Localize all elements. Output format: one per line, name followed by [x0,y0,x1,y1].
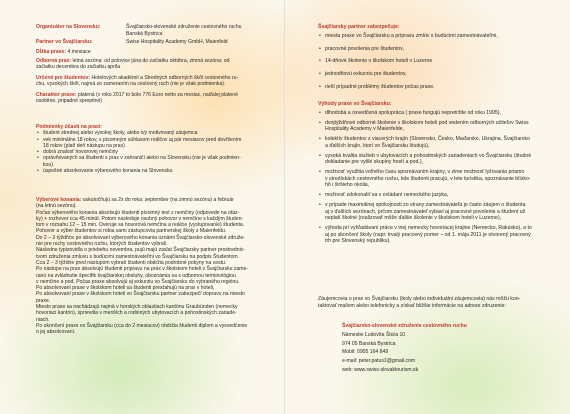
list-item-text: výhoda pri vyhľadávaní práce v inej nemecky hovoriacej krajine (Nemecko, Rakúsko), a to [325,225,532,232]
length-value: 4 mesiace [67,49,91,55]
list-item-text: dvojtýždňové odborné školenie v školskom hoteli pod vedením odborných učiteľov Swiss [325,119,529,126]
list-item-text: vek minimálne 18 rokov, s písomným súhlasom rodičov aj pár mesiacov pred dovŕšením [43,136,242,143]
advantages-section [318,101,554,248]
selection-line: Počas výberového konania absolvujú študenti písomný test z nemčiny (odpovede na otáz- [36,209,240,216]
list-item-text: možnosť využitia voľného času spoznávaním krajiny, v zime možnosť lyžovania priamo [325,169,525,176]
organizer-value-line1: Švajčiarsko-slovenské združenie cestovného ruchu [126,24,242,30]
selection-line: Do 2 – 3 týždňov po absolvovaní výberového konania oznámi Švajčiarsko-slovenské združe- [36,234,245,241]
list-item-text: dokladanie pre vyšlé skupiny hostí a pod.), [325,159,424,166]
target-line: chu, vysokých škôl, najmä so zameraním na cestovný ruch (nie je však podmienka). [36,81,226,88]
contact-web[interactable]: web: www.swiss-slovaktourism.sk [342,366,419,373]
list-item-text: neplatí školné (realizovať môže ďalšie školenie v školskom hoteli v Luzerne), [325,215,502,222]
selection-line: tom v rozsahu 12 – 15 min. Overuje sa hovorová nemčina a reálcie (vystupovanie) študenta. [36,222,245,229]
list-item [318,192,554,199]
conditions-section [36,124,272,174]
selection-line: ranú na zvládnutie špecifik švajčiarskej obsluhy, oboznámia sa s odbornou terminológiou [36,272,236,279]
selection-line: Pohovor a výber študentov si robia sami zástupcovia partnerskej školy z Maienfeldu. [36,228,227,235]
character-label: Charakter praxe: [36,92,77,98]
term-line: začiatku decembra do začiatku apríla [36,64,121,71]
list-item-text: dobrá znalosť hovorovej nemčiny [43,149,118,156]
length-para [36,49,272,55]
selection-section [36,197,272,336]
closing-line: taktovať mailom alebo telefonicky a získať bližšie informácie na adrese zdruzenie: [318,302,506,309]
contact-phone: Mobil: 0905 164 849 [342,349,389,356]
selection-line: (na letnú sezónu). [36,203,77,210]
selection-line: Miesto praxe sa nachádzajú najmä v horských oblastiach kantónu Graubünden (nemecky [36,304,238,311]
selection-line: uskutočňujú sa 2x do roka: september (na zimnú sezónu) a február [82,197,234,203]
list-item [318,58,554,65]
list-item-text: vysoká kvalita služieb v ubytovacích a pohostinských zariadeniach vo Švajčiarsku (študné [325,152,532,159]
list-item-text: oprávňovaných sa študenti s prax v zahraničí alebo na Slovensku (nie je však podmien- [43,155,241,162]
list-item [318,136,554,149]
list-item-text: hô i širšieho okolia, [325,182,370,189]
list-item [318,110,554,117]
list-item [318,169,554,189]
organizer-value-line2: Banská Bystrica [126,30,163,37]
advantages-list [318,110,554,245]
list-item-text: Hospitality Academy v Maienfelde, [325,126,405,133]
list-item-text: riešI prípadné problémy študentov počas praxe. [325,83,435,90]
selection-line: Po absolvovaní praxe v školskom hoteli sa študenti presťahujú na prax v hoteli, [36,285,215,292]
selection-line: v nemčine a pod. Počas praxe absolvujú aj exkurziu vo Švajčiarsku do vybraného regiónu. [36,278,240,285]
list-item [36,137,272,150]
partner-label: Partner vo Švajčiarsku: [36,39,93,45]
list-item-text: a ďalších krajín, ktorí vo Švajčiarsku študujú), [325,142,430,149]
selection-line: ky) + rozhovor cca 45 minút. Potom nasleduje osobný pohovor v nemčine s každým študen- [36,215,244,222]
selection-line: Po absolvovaní praxe v školskom hoteli vo Švajčiarsku partner zabezpečí dopravu na miesto [36,291,245,298]
list-item-text: aj v ďalších sezónach, prčom zamestnávateľ vybavi aj pracovné povolenie a študent už [325,208,526,215]
contact-street: Námestie Ľudovíta Štúra 10 [342,331,406,338]
term-para [36,58,272,71]
list-item [36,168,272,174]
character-line: osobitne, pripadné sprepitné) [36,98,102,105]
target-label: Určené pre študentov: [36,75,91,81]
selection-line: o jej absolvovaní. [36,329,76,336]
list-item-text: dlhodobá a osvedčená spolupráca ( praxe fungujú nepretržite od roku 1995), [325,109,501,116]
partner-value: Swiss Hospitality Academy GmbH, Maienfeld [126,39,228,45]
selection-line: Cca 2 – 3 týždne pred nástupom vybratí študenti obdržia podrobné pokyny na cestu. [36,259,227,266]
page-fold [284,0,286,414]
list-item-text: študent strednej alebo vysokej školy, alebo ivý motivovaný záujemca [43,130,198,137]
list-item-text: úspešné absolvovanie výberového konania na Slovensku [43,168,173,175]
list-item-text: jednodňovú exkurziu pre študentov, [325,70,407,77]
list-item [318,71,554,78]
target-para [36,75,272,88]
selection-line: Po ukončení praxe vo Švajčiarsku (cca do 2 mesiacov) obdržia študenti diplom a vysvedčenie [36,322,248,329]
contact-block [342,322,467,375]
list-item-text: možnosť zdokonaliť sa v ovládaní nemeckého jazyka, [325,192,449,199]
term-label: Odborná prax: [36,58,72,64]
list-item-text: 18 rokov (platí deň nástupu na prax) [43,142,125,149]
list-item-text: v stredískách cestovného ruchu, kde študenti pracujú, v lete turistika, spoznávanie blízko- [325,175,531,182]
term-line: letná sezóna: od polovice júna do začiatku októbra, zimná sezóna: od [72,58,230,64]
list-item [318,153,554,166]
closing-para [318,296,554,309]
list-item-text: kolektív študentov z viacerých krajín (Slovensko, Česko, Maďarsko, Ukrajina, Švajčiarsko [325,136,531,143]
partner-provides-list [318,33,554,90]
list-item [318,202,554,222]
selection-line: Následne typizovidla o priebehu novembra, pujú majú zaslat Švajčiarsky partner prostrednic- [36,247,245,254]
list-item-text: kou) [43,161,53,168]
selection-line: Po nástupe na prax absolvujú študenti prípravu na prax v školskom hoteli v Švajčiarsku zame- [36,266,249,273]
selection-line: praxe. [36,297,51,304]
list-item [36,155,272,168]
list-item-text: 14-dňové školenie v školskom hoteli v Luzerne [325,58,433,65]
contact-org: Švajčiarsko-slovenské združenie cestovného ruchu [342,323,467,329]
length-label: Dĺžka praxe: [36,49,67,55]
selection-line: tvom združenia zmluvu s budúcimi zamestnávateľmi vo Švajčiarsku na podpis Študentom. [36,253,240,260]
selection-line: niach. [36,316,50,323]
partner-provides-heading: Švajčiarsky partner zabezpečuje: [318,24,400,30]
list-item-text: v prípade maximálnej spokojnosti zo strany zamestnávateľa je často záujem o študenta [325,202,526,209]
character-line: platená (v roku 2017 to bolo 776 Euro netto za mesiac, naďalej platené [77,92,238,98]
partner-provides-section [318,24,554,96]
list-item [318,46,554,53]
list-item [318,120,554,133]
selection-line: hovoriaci kantón), sprievdia v menších a rodinných ubytovacích a pohostinských zariade- [36,310,237,317]
selection-line: nie pre ruchy cestovného ruchu, ktorých študentov vybrali. [36,241,168,248]
list-item [318,33,554,40]
contact-city: 974 05 Banská Bystrica [342,340,396,347]
list-item [318,84,554,91]
advantages-heading: Výhody praxe vo Švajčiarsku: [318,101,392,107]
list-item-text: pracovné povolenia pre študentov, [325,45,404,52]
list-item [318,225,554,245]
closing-line: Záujemcovia o prax vo Švajčiarsku (ikoly alebo individuálni záujemcovia) nás môžu kon- [318,296,521,302]
list-item-text: trh pre Slovenský republiku). [325,238,391,245]
contact-email[interactable]: e-mail: peter.patus1@gmail.com [342,358,416,365]
organizer-label: Organizátor na Slovensku: [36,24,101,30]
selection-label: Výberové konania: [36,197,82,203]
target-line: Hotelových akadémií a Stredných odborných škôl cestovného ru- [91,75,239,81]
conditions-list [36,130,272,174]
character-para [36,92,272,105]
conditions-heading: Podmienky účasti na praxi: [36,124,102,130]
list-item-text: aj po skončení školy (napr. trvalý pracovný pomer – od 1. mája 2011 je otvorený pracovný [325,231,531,238]
list-item-text: miesta praxe vo Švajčiarsku a prípravu zmlúv s budúcimi zamestnávateľmi, [325,32,498,39]
